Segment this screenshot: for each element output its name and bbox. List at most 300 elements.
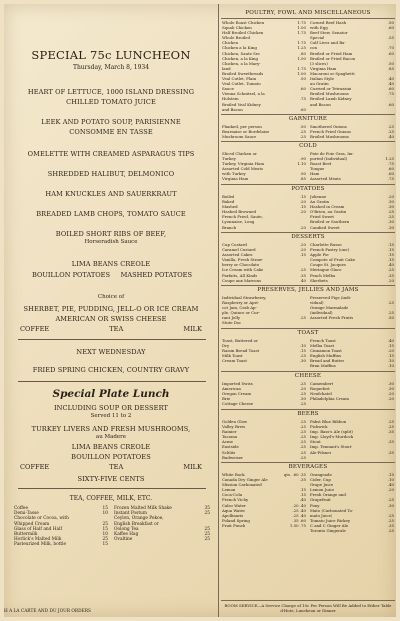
item-name: Compote of Fruit Cake <box>310 257 356 263</box>
item-name: with Turkey <box>222 171 246 177</box>
item-name: Melba Toast <box>310 343 335 349</box>
item-name: Philadelphia Cream <box>310 396 349 402</box>
item-name: mato Juice) <box>310 512 333 518</box>
list-item: Horlick's Malted Milk 25 <box>14 537 108 543</box>
item-price: .25 <box>299 419 306 424</box>
item-name: Apple Pie <box>310 252 329 258</box>
item-name: Broiled or Southern <box>310 219 350 225</box>
section-heading-preserves: PRESERVES, JELLIES AND JAMS <box>257 287 359 293</box>
garniture-list-right <box>310 124 394 139</box>
item-name: Grapefruit <box>310 497 331 503</box>
divider <box>221 18 395 19</box>
item-name: Hashed Browned <box>222 209 256 215</box>
item-name: Virginia Ham <box>222 176 249 182</box>
item-name: Brie <box>222 396 231 402</box>
item-name: Aqua Water <box>222 507 246 513</box>
menu-item: BOUILLON POTATOES <box>32 271 110 279</box>
menu-item: CHILLED TOMATO JUICE <box>66 98 156 106</box>
menu-item: SHERBET, PIE, PUDDING, JELL-O OR ICE CREAM <box>23 305 199 313</box>
item-price: .25 <box>387 129 394 135</box>
item-price: .50 <box>299 76 306 82</box>
item-price: .25 <box>299 434 306 440</box>
item-price: .35 <box>387 449 394 455</box>
item-name: Ham <box>310 171 320 177</box>
item-name: Turkey, Virginia Ham <box>222 161 265 167</box>
item-name: Chicken, a la Mary- <box>222 60 261 66</box>
item-name: White Rock <box>222 472 245 477</box>
beers-list-left <box>222 419 306 460</box>
section-heading-desserts: DESSERTS <box>291 234 325 240</box>
item-name: Pabst Blue Ribbon <box>310 419 347 424</box>
item-name: Au Gratin <box>310 199 330 205</box>
item-name: Bran Muffins <box>310 363 336 369</box>
section-heading-toast: TOAST <box>297 330 319 336</box>
item-name: Candied Sweet <box>310 224 340 230</box>
item-price: .40 <box>387 482 394 488</box>
item-price: .25 <box>299 439 306 445</box>
divider <box>18 381 206 382</box>
item-price: .20 <box>299 247 306 253</box>
item-name: Broiled Lamb Kidney <box>310 96 352 102</box>
item-price: .75 <box>387 176 394 182</box>
item-price: .25 <box>387 497 394 503</box>
item-name: Virginia Ham <box>310 65 337 71</box>
item-price: qts. .60 .35 <box>283 472 306 477</box>
item-name: Pony <box>310 502 320 508</box>
plate-line: INCLUDING SOUP OR DESSERT <box>53 404 169 412</box>
item-price: .10 <box>387 358 394 364</box>
item-name: Broiled or Fried Bacon <box>310 55 356 61</box>
item-price: .20 <box>299 224 306 230</box>
tea-list-left <box>14 506 108 548</box>
item-price: .20 <box>387 396 394 402</box>
list-item: Glass of Half and Half 15 <box>14 526 108 532</box>
item-price: .40 <box>387 81 394 87</box>
item-name: Cottage Cheese <box>222 401 254 407</box>
list-item: Instant Postum 25 <box>114 511 210 517</box>
item-name: Ice Cream with Cake <box>222 267 264 273</box>
item-name: Cream Toast <box>222 358 247 364</box>
item-price: .55 <box>387 35 394 41</box>
list-item <box>222 401 306 406</box>
item-price: 1.00 <box>297 55 306 61</box>
menu-item: HEART OF LETTUCE, 1000 ISLAND DRESSING <box>27 88 195 96</box>
section-heading-garniture: GARNITURE <box>288 116 328 122</box>
item-price: .30 <box>299 358 306 364</box>
list-item <box>310 396 394 401</box>
item-name: Peach Melba <box>310 272 336 278</box>
item-name: Orangeade <box>310 472 332 477</box>
item-name: French Toast <box>310 338 336 343</box>
item-price: 1.75 <box>297 65 306 71</box>
item-name: Ale-Pilsner <box>310 449 332 455</box>
item-name: Roquefort <box>310 386 330 392</box>
list-item <box>310 102 394 107</box>
item-name: O'Brien, au Gratin <box>310 209 347 215</box>
section-heading-beverages: BEVERAGES <box>288 464 328 470</box>
toast-list-left <box>222 338 306 363</box>
item-name: Chicken <box>222 40 239 46</box>
cheese-list-left <box>222 381 306 406</box>
item-price: .40 <box>299 277 306 283</box>
item-name: Whole Broiled <box>222 35 250 41</box>
list-item: Whipped Cream 25 <box>14 521 108 527</box>
item-name: Lyonnaise, Long <box>222 219 255 225</box>
item-name: Broiled Veal Kidney <box>222 101 261 107</box>
item-name: Veal Cutlet, Plain <box>222 76 257 82</box>
item-name: Half Broiled Chicken <box>222 30 264 36</box>
list-item: Coffee 15 <box>14 506 108 511</box>
item-name: Imp. Bass's Ale (split) <box>310 429 353 435</box>
item-price: .50 <box>387 60 394 66</box>
item-price: .15 <box>387 252 394 258</box>
list-item <box>222 134 306 139</box>
menu-item: BOILED SHORT RIBS OF BEEF, <box>55 230 167 238</box>
item-name: Beef Stew, Senator <box>310 30 348 36</box>
item-name: Mission Carbonated <box>222 482 262 488</box>
item-name: French Fried Onions <box>310 129 351 135</box>
item-name: French Vichy <box>222 497 249 503</box>
item-name: Toast, Buttered or <box>222 338 258 343</box>
item-name: Camembert <box>310 381 334 386</box>
list-item <box>310 528 394 533</box>
garniture-list-left <box>222 124 306 139</box>
item-name: English Muffins <box>310 353 342 359</box>
poultry-list-right <box>310 20 394 107</box>
divider <box>221 462 395 463</box>
cold-list-right <box>310 151 394 182</box>
item-price: .25 <box>387 512 394 518</box>
item-price: .10 <box>387 363 394 369</box>
item-price: .35 <box>387 272 394 278</box>
toast-list-right <box>310 338 394 369</box>
item-name: Curried or Tetrazzini <box>310 86 352 92</box>
item-price: .15 <box>387 472 394 477</box>
item-name: Boiled <box>222 194 235 199</box>
item-price: .40 <box>387 338 394 343</box>
item-name: Julienne <box>310 194 327 199</box>
item-price: 1.75 <box>297 30 306 36</box>
item-name: Acme <box>222 439 233 445</box>
menu-item: COFFEE <box>20 463 50 471</box>
item-price: 1.00 <box>297 70 306 76</box>
list-item <box>310 176 394 181</box>
item-name: Valley Brew <box>222 424 246 430</box>
item-price: .30 <box>299 396 306 402</box>
item-price: .25 <box>387 424 394 430</box>
item-price: .20 <box>387 277 394 283</box>
preserves-list-right <box>310 295 394 320</box>
divider <box>221 600 395 601</box>
footer-note: H A LA CARTE AND DU JOUR ORDERS <box>4 609 91 614</box>
divider <box>221 371 395 372</box>
beverage-row <box>20 325 202 333</box>
item-price: 1.75 <box>297 40 306 46</box>
menu-item: CONSOMME EN TASSE <box>69 128 153 136</box>
item-price: .15 <box>299 487 306 493</box>
item-name: Pate de Foie Gras, Im- <box>310 151 354 156</box>
item-name: Raspberry or Apri- <box>222 300 259 306</box>
item-name: Raisin Bread Toast <box>222 348 260 354</box>
plate-price: SIXTY-FIVE CENTS <box>77 475 145 483</box>
divider <box>221 409 395 410</box>
item-name: Turkey <box>222 156 236 162</box>
item-name: vidual) <box>310 300 324 306</box>
item-price: .20 <box>299 242 306 247</box>
item-name: Lemon <box>222 487 236 493</box>
item-name: Veal Cutlet, Tomato <box>222 81 261 87</box>
menu-item: FRIED SPRING CHICKEN, COUNTRY GRAVY <box>32 366 190 374</box>
item-name: Mato (Carbonated To- <box>310 507 354 513</box>
item-price: .25 <box>387 528 394 534</box>
item-price: .40 <box>387 76 394 82</box>
choice-label: Choice of <box>97 294 125 300</box>
list-item: Oolong Tea 25 <box>114 526 210 532</box>
special-plate-title: Special Plate Lunch <box>52 388 170 400</box>
item-price: .60 <box>299 86 306 92</box>
item-price: .15 <box>387 343 394 349</box>
item-price: .30 <box>387 219 394 225</box>
plate-line: BOUILLON POTATOES <box>71 453 151 461</box>
item-name: Schlitz <box>222 449 236 455</box>
luncheon-column <box>4 4 218 617</box>
item-price: .15 <box>299 348 306 354</box>
item-name: Coupe aux Marrons <box>222 277 261 283</box>
menu-item: MILK <box>183 325 202 333</box>
item-price: .25 <box>387 214 394 220</box>
item-name: Holstein <box>222 96 239 102</box>
list-item: English Breakfast or <box>114 521 159 527</box>
menu-item: MILK <box>183 463 202 471</box>
item-price: .40 <box>299 497 306 503</box>
item-price: .40 <box>387 262 394 268</box>
item-price: .15 <box>387 242 394 247</box>
item-name: Milk Toast <box>222 353 243 359</box>
item-price: .75 <box>387 161 394 167</box>
tea-coffee-heading: TEA, COFFEE, MILK, ETC. <box>69 495 153 502</box>
item-price: .25 <box>299 454 306 460</box>
menu-item-note: Horseradish Sauce <box>84 239 138 245</box>
item-price: .25 <box>387 419 394 424</box>
item-price: .60 <box>387 86 394 92</box>
item-price: .20 <box>299 386 306 392</box>
item-name: American <box>222 386 241 392</box>
item-name: Broiled Mushrooms <box>310 91 349 97</box>
list-item <box>222 523 306 528</box>
item-price: .35 <box>299 477 306 483</box>
item-price: 1.10 <box>297 161 306 167</box>
item-name: Broiled Mushrooms <box>310 134 349 140</box>
item-name: Stout <box>310 439 321 445</box>
item-name: Whole Roast Chicken <box>222 20 265 25</box>
item-price: .20 <box>299 209 306 215</box>
item-name: Coca-Cola <box>222 492 243 498</box>
section-heading-poultry: POULTRY, FOWL AND MISCELLANEOUS <box>245 10 371 16</box>
page-title: SPECIAL 75c LUNCHEON <box>31 48 191 62</box>
list-item: Pasteurized Milk, bottle 15 <box>14 542 108 548</box>
item-name: (individual) <box>310 310 333 316</box>
menu-item: AMERICAN OR SWISS CHEESE <box>55 315 167 323</box>
item-name: berry or Chocolate <box>222 262 260 268</box>
menu-item: BREADED LAMB CHOPS, TOMATO SAUCE <box>36 210 186 218</box>
item-name: Canada Dry Ginger Ale <box>222 477 268 483</box>
item-price: .50 <box>387 315 394 321</box>
item-price: .75 <box>387 91 394 97</box>
item-name: Cinnamon Toast <box>310 348 342 354</box>
menu-item-row <box>32 271 192 279</box>
item-name: with Egg <box>310 25 328 31</box>
list-item <box>310 134 394 139</box>
item-name: Corned Beef Hash <box>310 20 347 25</box>
preserves-list-left <box>222 295 306 326</box>
item-name: Sliced Chicken or <box>222 151 257 156</box>
menu-item: TEA <box>109 325 124 333</box>
item-name: cot Jam, Crab Ap- <box>222 305 257 311</box>
divider <box>221 328 395 329</box>
item-price: .25 <box>299 353 306 359</box>
item-price: .15 <box>387 257 394 263</box>
item-price: .85 <box>387 65 394 71</box>
next-wednesday-heading: NEXT WEDNESDAY <box>76 348 146 356</box>
beverages-list-left <box>222 472 306 528</box>
item-name: Fruit Punch <box>222 522 246 528</box>
item-price: .20 <box>387 487 394 493</box>
item-name: Bread and Butter <box>310 358 345 364</box>
cold-list-left <box>222 151 306 182</box>
item-price: 1.25 <box>385 156 394 162</box>
list-item <box>310 450 394 455</box>
item-price: .20 <box>299 199 306 205</box>
menu-item: SHREDDED HALIBUT, DELMONICO <box>47 170 175 178</box>
item-name: Individual Strawberry, <box>222 295 267 300</box>
item-name: Meringue Glace <box>310 267 342 273</box>
list-item <box>222 278 306 283</box>
item-name: Fried Sweet <box>310 214 334 220</box>
list-item <box>222 225 306 230</box>
section-heading-cheese: CHEESE <box>294 373 322 379</box>
item-price: .40 <box>387 134 394 140</box>
item-price: .20 <box>387 391 394 397</box>
item-price: .90 <box>299 156 306 162</box>
item-price: .60 <box>387 101 394 107</box>
item-name: Roast Beef <box>310 161 332 167</box>
item-price: 1.50 .75 <box>289 522 306 528</box>
menu-item: MASHED POTATOES <box>120 271 192 279</box>
item-price: .25 <box>299 424 306 430</box>
item-name: rant Jelly <box>222 315 241 321</box>
item-price: .25 <box>387 300 394 306</box>
item-name: Calso Water <box>222 502 246 508</box>
plate-line: LIMA BEANS CREOLE <box>71 443 151 451</box>
list-item <box>222 320 306 325</box>
item-name: Mashed <box>222 204 238 210</box>
item-name: Rainier <box>222 429 237 435</box>
item-price: .30 <box>387 381 394 386</box>
section-heading-cold: COLD <box>299 143 317 149</box>
item-name: Sherbets <box>310 277 328 283</box>
potatoes-list-left <box>222 194 306 230</box>
item-price: .35 <box>299 272 306 278</box>
item-price: .50 <box>387 20 394 25</box>
item-name: Toronto Gingerale <box>310 528 346 534</box>
item-price: .25 <box>387 209 394 215</box>
item-name: Lemon Juice <box>310 487 335 493</box>
item-price: .50 <box>299 124 306 129</box>
item-name: Imported Swiss <box>222 381 253 386</box>
item-price: .20 .40 <box>292 502 306 508</box>
item-name: Assorted Cakes <box>222 252 253 258</box>
item-price: .25 <box>299 401 306 407</box>
cheese-list-right <box>310 381 394 401</box>
item-name: Coupe St. Jacques <box>310 262 346 268</box>
item-name: Sauce <box>222 86 234 92</box>
divider <box>221 285 395 286</box>
item-name: Macaroni or Spaghetti <box>310 70 355 76</box>
item-name: and Bacon <box>222 106 243 112</box>
item-name: Stute Doc <box>222 320 242 326</box>
item-price: 1.00 <box>297 25 306 31</box>
item-name: Caramel Custard <box>222 247 256 253</box>
item-price: .90 <box>299 171 306 177</box>
item-price: .25 <box>299 315 306 321</box>
item-price: .15 <box>299 492 306 498</box>
item-name: Neufchatel <box>310 391 332 397</box>
item-price: .10 <box>299 343 306 349</box>
menu-item: HAM KNUCKLES AND SAUERKRAUT <box>45 190 177 198</box>
item-price: .85 <box>299 176 306 182</box>
divider <box>221 184 395 185</box>
item-name: Branch <box>222 224 237 230</box>
potatoes-list-right <box>310 194 394 230</box>
item-price: .35 <box>387 439 394 445</box>
list-item: Buttermilk 10 <box>14 532 108 538</box>
item-price: 1.25 <box>297 45 306 51</box>
tea-list-right <box>114 506 210 542</box>
item-name: Orange Marmalade <box>310 305 349 311</box>
list-item: Ceylon, Orange Pekoe, <box>114 516 164 522</box>
item-name: Budweiser <box>222 454 243 460</box>
item-name: Pickwick <box>310 424 328 430</box>
item-name: Planked, per person <box>222 124 262 129</box>
item-name: Charlotte Russe <box>310 242 342 247</box>
item-price: .25 <box>387 124 394 129</box>
item-price: .15 <box>387 353 394 359</box>
item-name: Tacoma <box>222 434 238 440</box>
list-item <box>222 107 306 112</box>
item-name: Squab Chicken <box>222 25 252 31</box>
item-name: Vienna Schnitzel, a la <box>222 91 265 97</box>
plate-line: Served 11 to 2 <box>90 413 132 419</box>
item-name: C and C Ginger Ale <box>310 522 349 528</box>
item-price: .25 <box>299 444 306 450</box>
item-price: .30 <box>387 224 394 230</box>
item-price: .30 <box>387 386 394 392</box>
item-name: au Gratin <box>310 81 329 87</box>
item-name: Calf Liver and Ba- <box>310 40 346 46</box>
item-price: .70 <box>387 45 394 51</box>
item-name: Golden Glow <box>222 419 248 424</box>
list-item <box>310 225 394 230</box>
item-price: .35 <box>387 429 394 435</box>
item-price: .25 <box>299 429 306 435</box>
item-name: Imp. Tennant's Stout- <box>310 444 353 450</box>
plate-line: au Madere <box>95 434 127 440</box>
section-heading-potatoes: POTATOES <box>291 186 325 192</box>
a-la-carte-column <box>218 4 397 617</box>
item-price: .60 <box>299 106 306 112</box>
divider <box>221 232 395 233</box>
item-name: and Bacon <box>310 101 331 107</box>
